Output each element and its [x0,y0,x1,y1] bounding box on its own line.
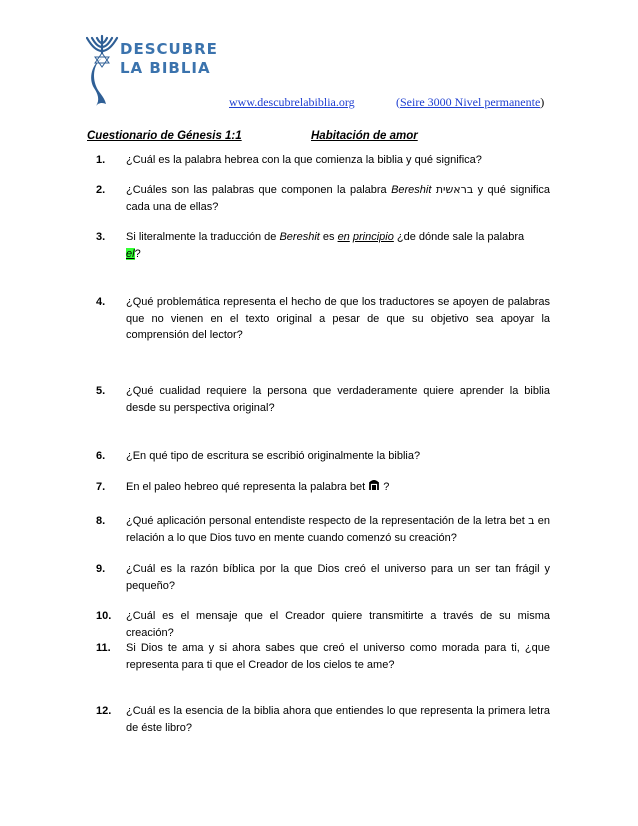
hebrew-bet-letter: ב [528,514,535,527]
question-4: 4. ¿Qué problemática representa el hecho de que los traductores se apoyen de palabras que no vienen en el texto original a pesar de que su objetivo sea apoyar la comprensión del lector? [96,296,550,341]
brand-line-1: DESCUBRE [120,40,218,58]
question-12: 12. ¿Cuál es la esencia de la biblia ahora que entiendes lo que representa la primera letra de éste libro? [96,705,550,734]
links-line [0,95,638,111]
question-5: 5. ¿Qué cualidad requiere la persona que verdaderamente quiere aprender la biblia desde su perspectiva original? [96,385,550,414]
question-9: 9. ¿Cuál es la razón bíblica por la que Dios creó el universo para un ser tan frágil y pequeño? [96,563,550,592]
question-3: 3. Si literalmente la traducción de Bereshit es en principio ¿de dónde sale la palabra el? [96,231,525,260]
hebrew-bereshit: בראשית [435,183,474,196]
paleo-bet-icon [368,479,380,491]
question-11: 11. Si Dios te ama y si ahora sabes que creó el universo como morada para ti, ¿que representa para ti que el Creador de los cielos te ame? [96,642,550,671]
worksheet-title: Cuestionario de Génesis 1:1 [87,130,242,142]
brand-line-2: LA BIBLIA [120,59,211,77]
question-7: 7. En el paleo hebreo qué representa la palabra bet ? [96,481,390,493]
brand-name [120,40,218,78]
highlighted-word: el [126,247,135,260]
question-10: 10. ¿Cuál es el mensaje que el Creador quiere transmitirte a través de su misma creación? [96,610,550,639]
worksheet-header [87,130,557,146]
question-1: 1. ¿Cuál es la palabra hebrea con la que comienza la biblia y qué significa? [96,154,482,166]
question-6: 6. ¿En qué tipo de escritura se escribió originalmente la biblia? [96,450,421,462]
worksheet-subtitle: Habitación de amor [311,130,418,142]
website-link[interactable]: www.descubrelabiblia.org [229,95,355,109]
series-link[interactable]: (Seire 3000 Nivel permanente) [396,95,545,109]
question-8: 8. ¿Qué aplicación personal entendiste respecto de la representación de la letra bet ב en relación a lo que Dios tuvo en mente cuando comenzó su creación? [96,514,550,544]
question-2: 2. ¿Cuáles son las palabras que componen la palabra Bereshit בראשית y qué significa cada una de ellas? [96,183,551,213]
